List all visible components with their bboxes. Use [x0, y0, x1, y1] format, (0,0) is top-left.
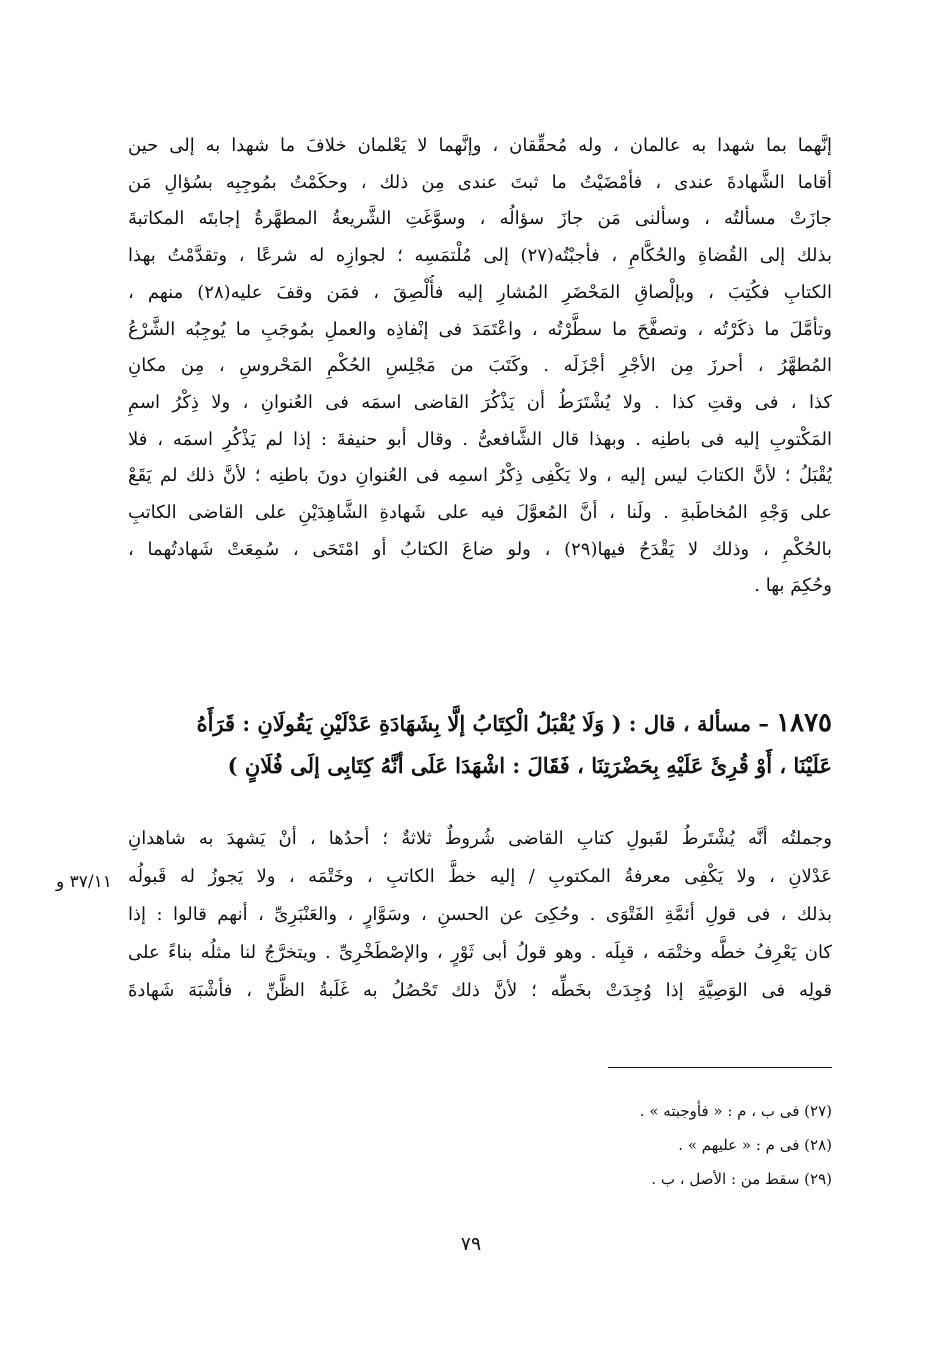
text-line: على وَجْهِ المُخاطَبةِ . ولَنا ، أنَّ المُعوَّلَ فيه على شَهادةِ الشَّاهِدَيْنِ على القاضى الكاتبِ: [128, 502, 832, 524]
body-paragraph-1: [128, 128, 832, 605]
text-line: بالحُكْمِ ، وذلك لا يَقْدَحُ فيها(٢٩) ، ولو ضاعَ الكتابُ أو امْتَحَى ، سُمِعَتْ شَهادتُهما ،: [128, 538, 832, 560]
text-line: المَكْتوبِ إليه فى باطنِه . وبهذا قال الشَّافعىُّ . وقال أبو حنيفةَ : إذا لم يَذْكُرِ اسمَه ، فلا: [128, 428, 832, 450]
text-line: عَدْلانِ ، ولا يَكْفِى معرفةُ المكتوبِ / إليه خطَّ الكاتبِ ، وخَتْمَه ، ولا يَجوزُ له قَبولُه: [128, 866, 832, 887]
footnote-divider: [608, 1067, 832, 1068]
text-line: قولِه فى الوَصِيَّةِ إذا وُجِدَتْ بخَطِّه ؛ لأنَّ ذلك تَحْصُلُ به غَلَبةُ الظَّنِّ ، فأشْبَهَ شَهادةَ: [128, 980, 832, 1001]
text-line: بذلك إلى القُضاةِ والحُكَّامِ ، فأجبْتُه(٢٧) إلى مُلْتمَسِه ؛ لجوازِه له شرعًا ، وتقدَّمْتُ بهذا: [128, 245, 832, 267]
section-heading: [128, 702, 832, 787]
heading-text: – مسألة ، قال : ( وَلَا يُقْبَلُ الْكِتَابُ إلَّا بِشَهَادَةِ عَدْلَيْنِ يَقُولَانِ : قَرَأَهُ: [196, 711, 769, 736]
text-line: بذلك ، فى قولِ أئمَّةِ الفَتْوَى . وحُكِىَ عن الحسنِ ، وسَوَّارٍ ، والعَنْبَرِىِّ ، أنهم قالوا : إذا: [128, 904, 832, 925]
text-line: كذا ، فى وقتِ كذا . ولا يُشْتَرَطُ أن يَذْكُرَ القاضى اسمَه فى العُنوانِ ، ولا ذِكْرُ اسمِ: [128, 391, 832, 413]
heading-line-2: عَلَيْنَا ، أَوْ قُرِئَ عَلَيْهِ بِحَضْرَتِنَا ، فَقَالَ : اشْهَدَا عَلَى أنَّهُ كِتَابِى إلَى فُلَانٍ ): [227, 753, 832, 778]
heading-line-1: [128, 702, 832, 745]
footnote: (٢٧) فى ب ، م : « فأوجبته » .: [639, 1102, 832, 1120]
page-number: ٧٩: [460, 1233, 482, 1255]
text-line: أقاما الشَّهادةَ عندى ، فأمْضَيْتُ ما ثبتَ عندى مِن ذلك ، وحكَمْتُ بمُوجِبِه بسُؤالِ مَن: [128, 171, 832, 193]
text-line: وجملتُه أنَّه يُشْتَرطُ لقَبولِ كتابِ القاضى شُروطٌ ثلاثةٌ ؛ أحدُها ، أنْ يَشهدَ به شاهدانِ: [128, 828, 832, 849]
footnote: (٢٩) سقط من : الأصل ، ب .: [651, 1170, 832, 1188]
footnotes: [400, 1094, 832, 1196]
text-line: وتأمَّلَ ما ذكَرْتُه ، وتصفَّحَ ما سطَّرْتُه ، واعْتَمَدَ فى إنْفاذِه والعملِ بمُوجَبِ ما يُوجِبُه الشَّرْعُ: [128, 318, 832, 340]
body-paragraph-2: [128, 820, 832, 1010]
text-line: المُطهَّرُ ، أحرزَ مِن الأجْرِ أجْزَلَه . وكَتَبَ من مَجْلِسِ الحُكْمِ المَحْروسِ ، مِن مكانِ: [128, 355, 832, 377]
text-line: يُقْبَلُ ؛ لأنَّ الكتابَ ليس إليه ، ولا يَكْفِى ذِكْرُ اسمِه فى العُنوانِ دونَ باطنِه ؛ لأنَّ ذلك لم يَقَعْ: [128, 465, 832, 487]
text-line: الكتابِ فكُتِبَ ، وبإلْصاقِ المَحْضَرِ المُشارِ إليه فأُلْصِقَ ، فمَن وقفَ عليه(٢٨) منهم ،: [128, 281, 832, 303]
manuscript-folio-note: ٣٧/١١ و: [56, 872, 112, 892]
footnote: (٢٨) فى م : « عليهم » .: [678, 1136, 832, 1154]
issue-number: ١٨٧٥: [776, 708, 832, 738]
text-line: وحُكِمَ بها .: [754, 575, 832, 597]
text-line: إنَّهما بما شهدا به عالمان ، وله مُحقِّقان ، وإنَّهما لا يَعْلمان خلافَ ما شهدا به إلى حين: [128, 135, 832, 156]
text-line: جازَتْ مسألتُه ، وسألنى مَن جازَ سؤالُه ، وسوَّغَتِ الشَّريعةُ المطهَّرةُ إجابتَه المكاتبةَ: [128, 208, 832, 230]
text-line: كان يَعْرِفُ خطَّه وختْمَه ، قبِلَه . وهو قولُ أبى ثَوْرٍ ، والإصْطَخْرِىِّ . ويتخرَّجُ لنا مثلُه بناءً على: [128, 942, 832, 963]
